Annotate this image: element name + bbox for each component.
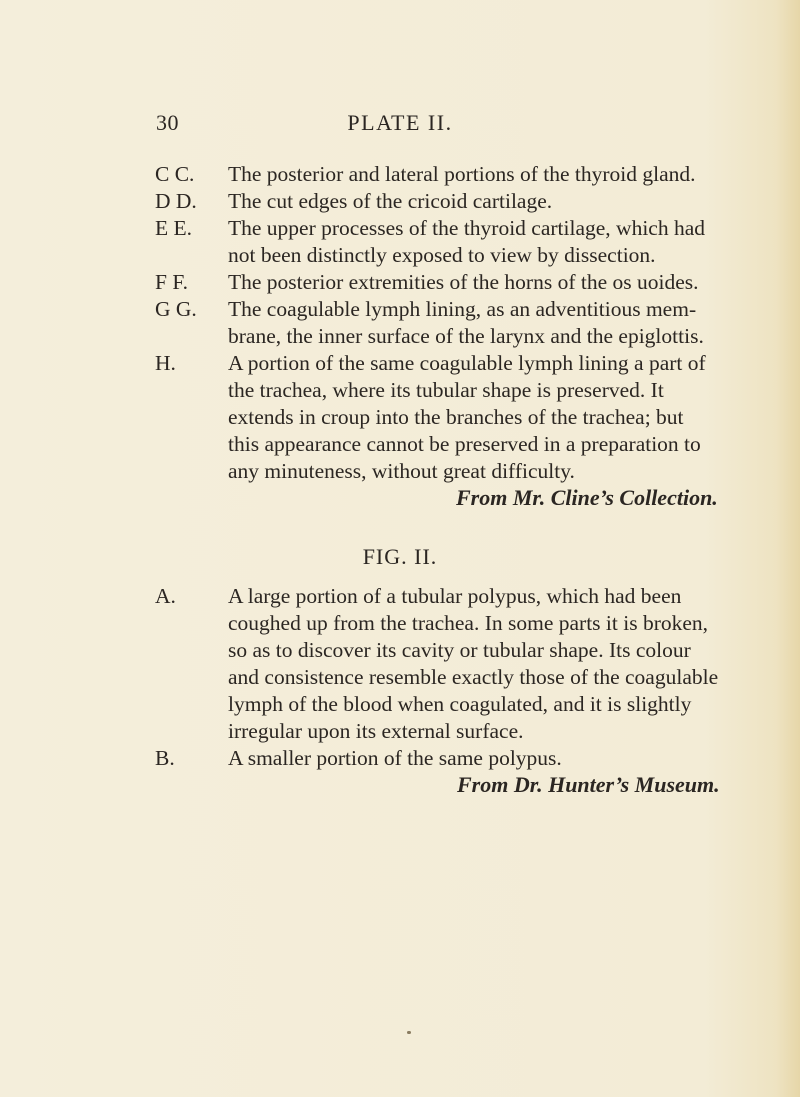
legend-entry-ee: [155, 215, 706, 269]
legend-entry-dd: [155, 188, 688, 215]
entry-text-line: coughed up from the trachea. In some parts it is broken,: [228, 611, 709, 635]
entry-text-line: extends in croup into the branches of the trachea; but: [228, 405, 684, 429]
entry-text-line: A large portion of a tubular polypus, which had been: [228, 584, 682, 608]
entry-text-line: lymph of the blood when coagulated, and it is slightly: [228, 692, 692, 716]
plate-title: PLATE II.: [347, 110, 453, 135]
entry-label: E E.: [155, 216, 193, 240]
entry-text-line: and consistence resemble exactly those of the coagulable: [228, 665, 719, 689]
legend-entry-a: [155, 583, 719, 745]
entry-text-line: the trachea, where its tubular shape is preserved. It: [228, 378, 664, 402]
legend-entry-cc: [155, 161, 696, 188]
entry-text: The cut edges of the cricoid cartilage.: [228, 189, 553, 213]
entry-text-line: A portion of the same coagulable lymph lining a part of: [228, 351, 706, 375]
entry-text-line: The coagulable lymph lining, as an adventitious mem-: [228, 297, 697, 321]
entry-text-line: brane, the inner surface of the larynx and the epiglottis.: [228, 324, 704, 348]
entry-label: A.: [155, 584, 176, 608]
entry-text: A smaller portion of the same polypus.: [228, 746, 562, 770]
legend-entry-b: [155, 745, 688, 772]
entry-text-line: The upper processes of the thyroid cartilage, which had: [228, 216, 706, 240]
legend-entry-ff: [155, 269, 699, 296]
figure-heading: FIG. II.: [362, 544, 438, 569]
entry-text: The posterior and lateral portions of the thyroid gland.: [228, 162, 696, 186]
entry-label: C C.: [155, 162, 195, 186]
entry-label: F F.: [155, 270, 188, 294]
legend-entry-h: [155, 350, 706, 485]
collection-credit: From Mr. Cline’s Collection.: [456, 485, 718, 510]
entry-text-line: so as to discover its cavity or tubular shape. Its colour: [228, 638, 691, 662]
entry-label: H.: [155, 351, 176, 375]
entry-text: The posterior extremities of the horns of the os uoides.: [228, 270, 699, 294]
entry-text-line: irregular upon its external surface.: [228, 719, 524, 743]
ink-speck: [407, 1031, 411, 1034]
entry-text-line: not been distinctly exposed to view by dissection.: [228, 243, 656, 267]
legend-entry-gg: [155, 296, 704, 350]
entry-label: B.: [155, 746, 175, 770]
page-number: 30: [156, 110, 179, 135]
entry-text-line: any minuteness, without great difficulty.: [228, 459, 575, 483]
museum-credit: From Dr. Hunter’s Museum.: [457, 772, 720, 797]
entry-label: G G.: [155, 297, 197, 321]
entry-label: D D.: [155, 189, 197, 213]
entry-text-line: this appearance cannot be preserved in a preparation to: [228, 432, 701, 456]
